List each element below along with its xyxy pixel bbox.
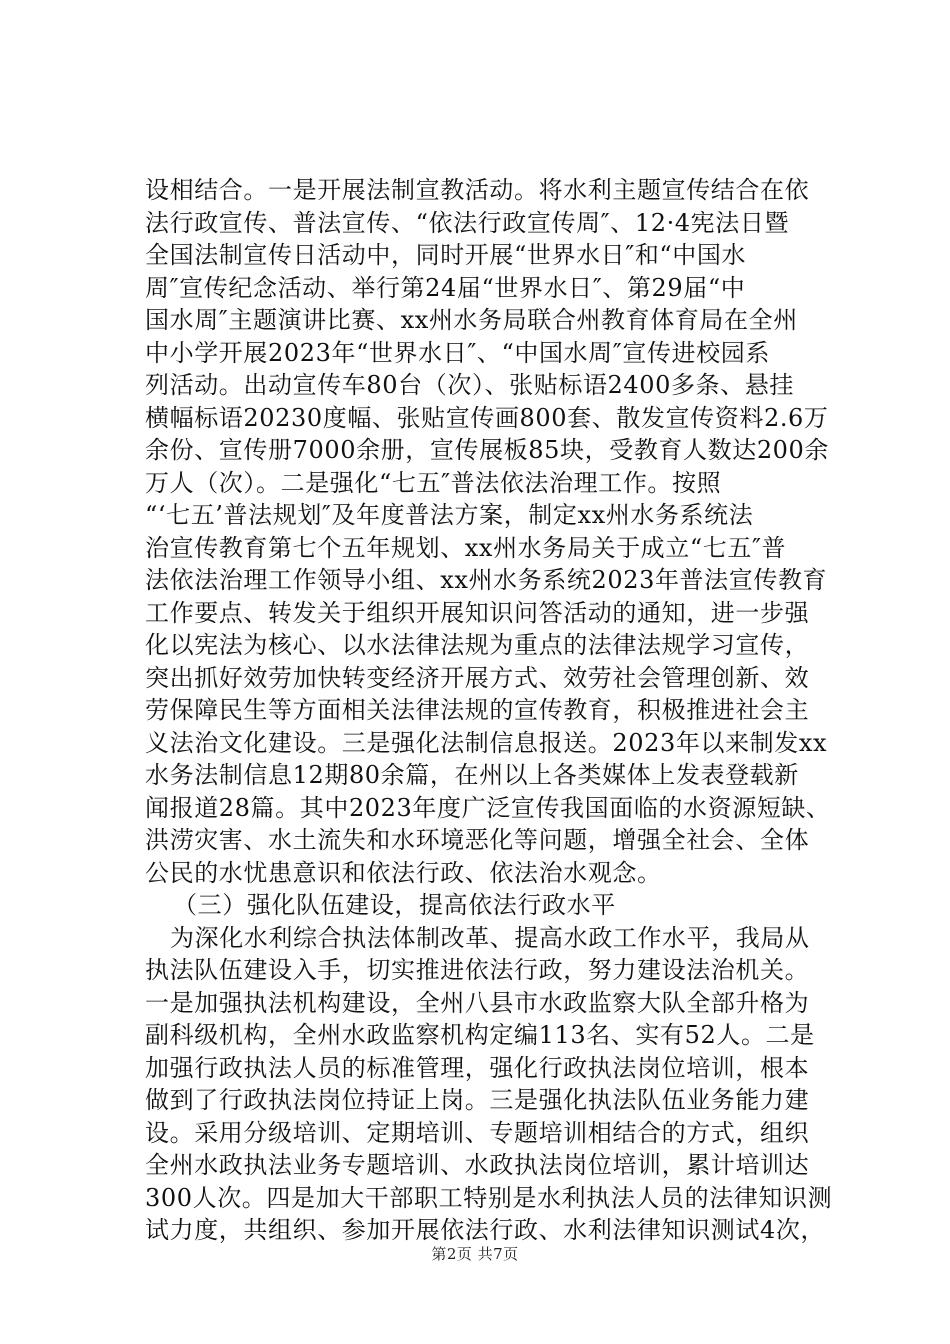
paragraph-first-line: 为深化水利综合执法体制改革、提高水政工作水平，我局从 (170, 923, 810, 952)
text-line: 设。采用分级培训、定期培训、专题培训相结合的方式，组织 (145, 1118, 810, 1147)
text-line: 全州水政执法业务专题培训、水政执法岗位培训，累计培训达 (145, 1151, 810, 1179)
text-line: 列活动。出动宣传车80台（次）、张贴标语2400多条、悬挂 (145, 371, 795, 399)
text-line: 全国法制宣传日活动中，同时开展“世界水日″和“中国水 (145, 241, 747, 269)
text-line: 做到了行政执法岗位持证上岗。三是强化执法队伍业务能力建 (145, 1086, 810, 1114)
text-line: 化以宪法为核心、以水法律法规为重点的法律法规学习宣传， (145, 631, 810, 659)
text-line: 加强行政执法人员的标准管理，强化行政执法岗位培训，根本 (145, 1053, 810, 1082)
text-line: 万人（次）。二是强化“七五″普法依法治理工作。按照 (145, 468, 722, 497)
document-body (145, 174, 835, 1247)
page-number-footer: 第2页 共7页 (431, 1245, 519, 1263)
text-line: 周″宣传纪念活动、举行第24届“世界水日″、第29届“中 (145, 273, 746, 302)
text-line: 副科级机构，全州水政监察机构定编113名、实有52人。二是 (145, 1021, 815, 1049)
text-line: 余份、宣传册7000余册，宣传展板85块，受教育人数达200余 (145, 436, 830, 464)
text-line: 试力度，共组织、参加开展依法行政、水利法律知识测试4次， (145, 1216, 826, 1244)
text-line: 闻报道28篇。其中2023年度广泛宣传我国面临的水资源短缺、 (145, 793, 831, 822)
text-line: 横幅标语20230度幅、张贴宣传画800套、散发宣传资料2.6万 (145, 403, 829, 432)
text-line: 公民的水忧患意识和依法行政、依法治水观念。 (145, 858, 662, 887)
text-line: 劳保障民生等方面相关法律法规的宣传教育，积极推进社会主 (145, 696, 810, 724)
text-line: 中小学开展2023年“世界水日″、“中国水周″宣传进校园系 (145, 338, 770, 367)
text-line: 义法治文化建设。三是强化法制信息报送。2023年以来制发xx (145, 728, 828, 757)
text-line: 300人次。四是加大干部职工特别是水利执法人员的法律知识测 (145, 1183, 833, 1212)
section-heading: （三）强化队伍建设，提高依法行政水平 (173, 891, 616, 919)
text-line: 设相结合。一是开展法制宣教活动。将水利主题宣传结合在依 (145, 176, 810, 204)
text-line: 执法队伍建设入手，切实推进依法行政，努力建设法治机关。 (145, 956, 810, 984)
text-line: 治宣传教育第七个五年规划、xx州水务局关于成立“七五″普 (145, 533, 787, 562)
text-line: “‘七五’普法规划″及年度普法方案，制定xx州水务系统法 (145, 501, 754, 529)
text-line: 洪涝灾害、水土流失和水环境恶化等问题，增强全社会、全体 (145, 826, 810, 854)
text-line: 工作要点、转发关于组织开展知识问答活动的通知，进一步强 (145, 598, 810, 627)
text-line: 国水周″主题演讲比赛、xx州水务局联合州教育体育局在全州 (145, 306, 798, 334)
text-line: 一是加强执法机构建设，全州八县市水政监察大队全部升格为 (145, 988, 810, 1017)
text-line: 水务法制信息12期80余篇，在州以上各类媒体上发表登载新 (145, 761, 799, 789)
text-line: 法依法治理工作领导小组、xx州水务系统2023年普法宣传教育 (145, 566, 828, 594)
text-line: 法行政宣传、普法宣传、“依法行政宣传周″、12·4宪法日暨 (145, 208, 790, 237)
text-line: 突出抓好效劳加快转变经济开展方式、效劳社会管理创新、效 (145, 663, 810, 692)
